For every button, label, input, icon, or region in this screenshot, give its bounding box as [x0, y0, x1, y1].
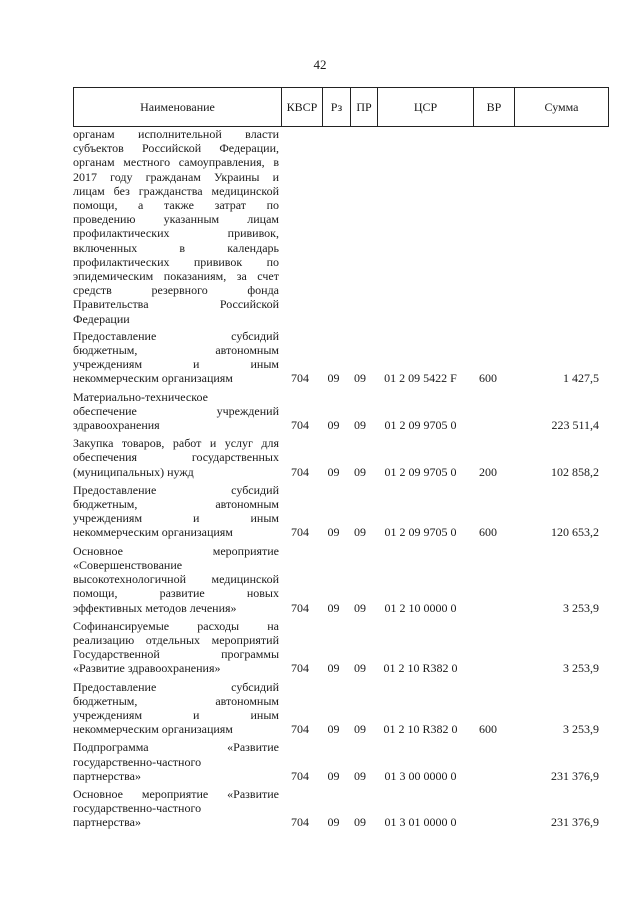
cell-sum: 223 511,4 — [551, 418, 599, 433]
row-name-line: реализацию отдельных мероприятий — [73, 632, 279, 647]
cell-vr: 200 — [479, 464, 497, 479]
cell-csr: 01 2 09 9705 0 — [384, 418, 457, 433]
row-name-line: помощи, а также затрат по — [73, 198, 279, 213]
cell-pr: 09 — [354, 768, 366, 783]
row-name-line: партнерства» — [73, 815, 141, 830]
row-name-line: Предоставление субсидий — [73, 679, 279, 694]
cell-sum: 3 253,9 — [563, 722, 599, 737]
table-row — [73, 619, 603, 676]
row-name-line: Предоставление субсидий — [73, 482, 279, 497]
row-name-line: обеспечения государственных — [73, 450, 279, 465]
row-name-line: 2017 году гражданам Украины и — [73, 169, 279, 184]
row-name-line: средств резервного фонда — [73, 283, 279, 298]
row-name-line: Федерации — [73, 311, 130, 326]
row-name — [73, 619, 280, 676]
row-name-line: проведению указанным лицам — [73, 212, 279, 227]
row-name-line: профилактических прививок, — [73, 226, 279, 241]
row-name-line: обеспечение учреждений — [73, 403, 279, 418]
row-name — [73, 544, 280, 615]
row-name — [73, 680, 280, 737]
cell-csr: 01 2 10 R382 0 — [383, 722, 458, 737]
row-name-line: некоммерческим организациям — [73, 525, 233, 540]
cell-csr: 01 2 10 0000 0 — [384, 600, 457, 615]
page-number: 42 — [313, 57, 327, 72]
table-row — [73, 680, 603, 737]
row-name — [73, 390, 280, 433]
cell-kvsr: 704 — [291, 768, 309, 783]
row-name — [73, 329, 280, 386]
row-name-line: «Совершенствование — [73, 557, 183, 572]
cell-pr: 09 — [354, 661, 366, 676]
cell-sum: 231 376,9 — [551, 768, 599, 783]
cell-rz: 09 — [327, 371, 340, 386]
table-row — [73, 483, 603, 540]
cell-pr: 09 — [354, 815, 366, 830]
cell-pr: 09 — [354, 722, 366, 737]
cell-sum: 102 858,2 — [551, 464, 599, 479]
cell-kvsr: 704 — [291, 815, 309, 830]
row-name-line: Основное мероприятие — [73, 543, 279, 558]
row-name-line: субъектов Российской Федерации, — [73, 141, 279, 156]
cell-rz: 09 — [327, 722, 340, 737]
row-name-line: государственно-частного — [73, 754, 202, 769]
header-sum: Сумма — [515, 88, 609, 127]
cell-vr: 600 — [479, 525, 497, 540]
cell-sum: 231 376,9 — [551, 815, 599, 830]
header-pr: ПР — [351, 88, 378, 127]
row-name-line: Предоставление субсидий — [73, 328, 279, 343]
cell-pr: 09 — [354, 600, 366, 615]
cell-rz: 09 — [327, 815, 340, 830]
row-name-line: Правительства Российской — [73, 297, 279, 312]
row-name-line: профилактических прививок по — [73, 254, 279, 269]
cell-csr: 01 2 09 9705 0 — [384, 464, 457, 479]
row-name — [73, 787, 280, 830]
cell-pr: 09 — [354, 371, 366, 386]
cell-csr: 01 3 00 0000 0 — [384, 768, 457, 783]
cell-sum: 1 427,5 — [563, 371, 599, 386]
row-name-line: бюджетным, автономным — [73, 693, 279, 708]
row-name-line: некоммерческим организациям — [73, 722, 233, 737]
cell-csr: 01 3 01 0000 0 — [384, 815, 457, 830]
row-name-line: «Развитие здравоохранения» — [73, 661, 221, 676]
cell-pr: 09 — [354, 525, 366, 540]
row-name-line: Материально-техническое — [73, 389, 208, 404]
cell-pr: 09 — [354, 418, 366, 433]
table-row — [73, 436, 603, 479]
row-name-line: эффективных методов лечения» — [73, 600, 237, 615]
row-name-line: Подпрограмма «Развитие — [73, 740, 279, 755]
row-name-line: Софинансируемые расходы на — [73, 618, 279, 633]
header-csr: ЦСР — [378, 88, 474, 127]
row-name-line: органам исполнительной власти — [73, 127, 279, 141]
cell-sum: 3 253,9 — [563, 661, 599, 676]
cell-kvsr: 704 — [291, 464, 309, 479]
row-name-line: партнерства» — [73, 768, 141, 783]
cell-kvsr: 704 — [291, 722, 309, 737]
cell-kvsr: 704 — [291, 418, 309, 433]
row-name-line: включенных в календарь — [73, 240, 279, 255]
row-name-line: Основное мероприятие «Развитие — [73, 786, 279, 801]
row-name — [73, 483, 280, 540]
row-name-line: Закупка товаров, работ и услуг для — [73, 436, 279, 451]
cell-csr: 01 2 09 9705 0 — [384, 525, 457, 540]
row-name-line: бюджетным, автономным — [73, 343, 279, 358]
cell-rz: 09 — [327, 768, 340, 783]
row-name — [73, 740, 280, 783]
cell-kvsr: 704 — [291, 371, 309, 386]
cell-rz: 09 — [327, 525, 340, 540]
row-name-line: учреждениям и иным — [73, 357, 279, 372]
cell-kvsr: 704 — [291, 661, 309, 676]
header-kvsr: КВСР — [282, 88, 323, 127]
row-name-line: учреждениям и иным — [73, 511, 279, 526]
table-body — [73, 127, 603, 830]
row-name-line: Государственной программы — [73, 647, 279, 662]
cell-rz: 09 — [327, 661, 340, 676]
cell-sum: 120 653,2 — [551, 525, 599, 540]
table-row — [73, 329, 603, 386]
cell-rz: 09 — [327, 600, 340, 615]
cell-kvsr: 704 — [291, 600, 309, 615]
cell-vr: 600 — [479, 371, 497, 386]
cell-rz: 09 — [327, 464, 340, 479]
row-name-line: помощи, развитие новых — [73, 586, 279, 601]
cell-sum: 3 253,9 — [563, 600, 599, 615]
row-name-line: здравоохранения — [73, 418, 160, 433]
row-name-line: лицам без гражданства медицинской — [73, 183, 279, 198]
row-name-line: некоммерческим организациям — [73, 371, 233, 386]
cell-csr: 01 2 09 5422 F — [384, 371, 457, 386]
header-rz: Рз — [323, 88, 351, 127]
table-header — [73, 87, 609, 127]
header-name: Наименование — [74, 88, 282, 127]
table-row — [73, 740, 603, 783]
cell-pr: 09 — [354, 464, 366, 479]
cell-csr: 01 2 10 R382 0 — [383, 661, 458, 676]
row-name-line: органам местного самоуправления, в — [73, 155, 279, 170]
row-name — [73, 127, 280, 326]
row-name-line: учреждениям и иным — [73, 707, 279, 722]
table-row — [73, 544, 603, 615]
row-name — [73, 436, 280, 479]
row-name-line: государственно-частного — [73, 801, 202, 816]
cell-rz: 09 — [327, 418, 340, 433]
row-name-line: высокотехнологичной медицинской — [73, 572, 279, 587]
cell-vr: 600 — [479, 722, 497, 737]
table-row — [73, 787, 603, 830]
cell-kvsr: 704 — [291, 525, 309, 540]
row-name-line: бюджетным, автономным — [73, 497, 279, 512]
row-name-line: эпидемическим показаниям, за счет — [73, 269, 279, 284]
table-row — [73, 127, 603, 326]
table-row — [73, 390, 603, 433]
header-vr: ВР — [474, 88, 515, 127]
row-name-line: (муниципальных) нужд — [73, 464, 194, 479]
